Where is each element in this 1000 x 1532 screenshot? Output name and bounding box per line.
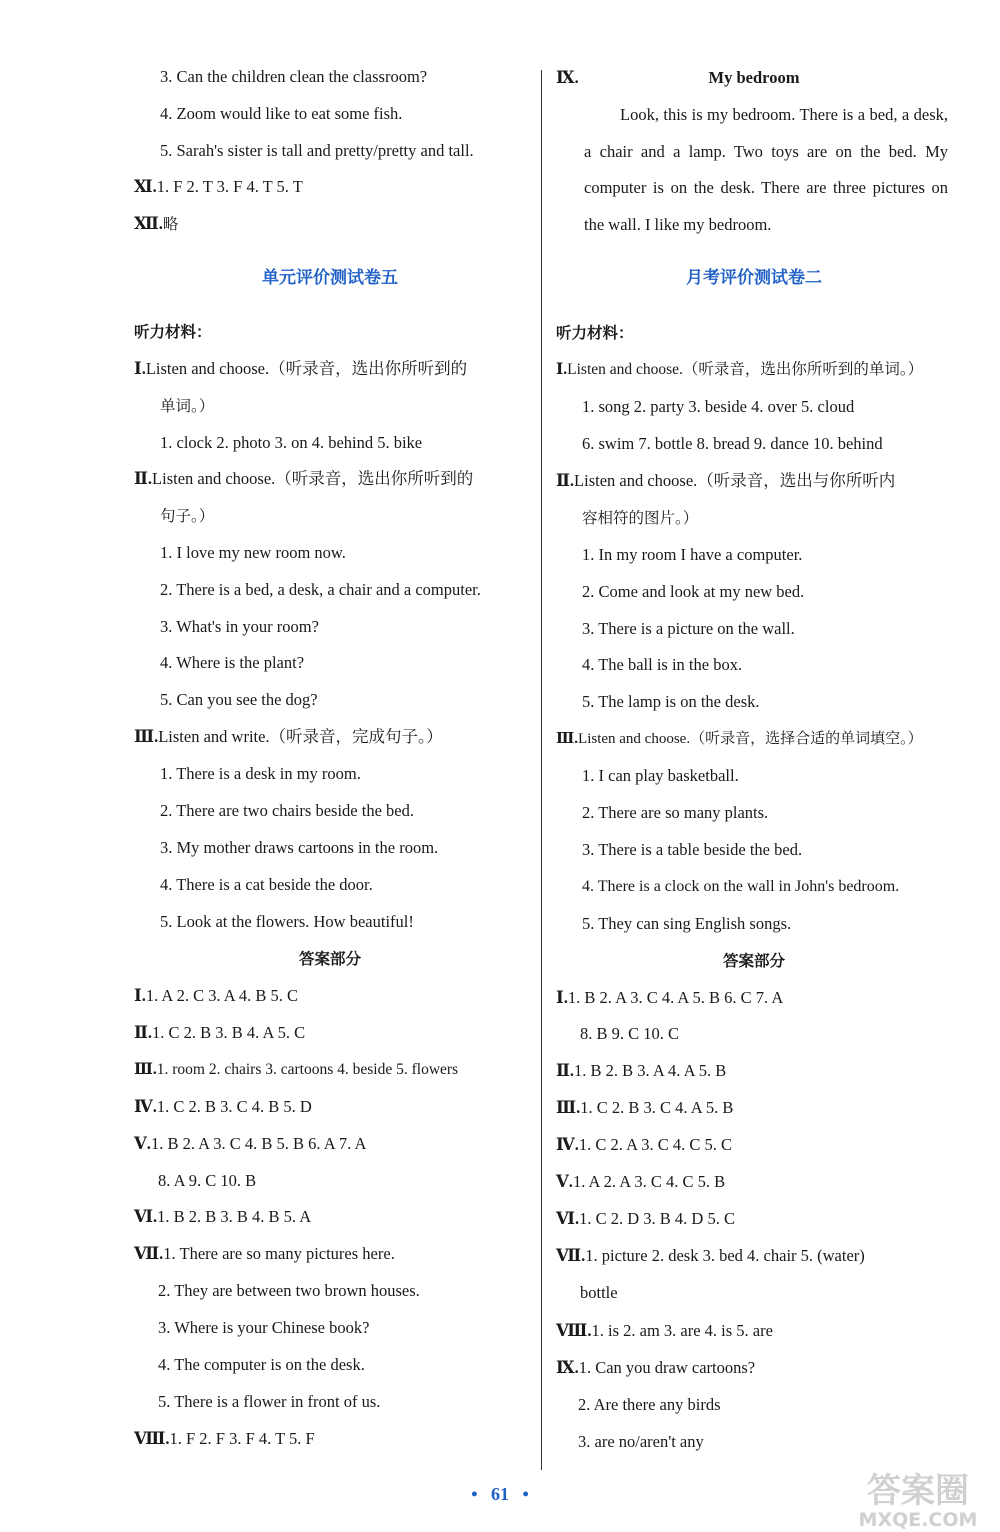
answer-line: Ⅱ.1. B 2. B 3. A 4. A 5. B	[556, 1061, 727, 1080]
answer-line: Ⅶ.1. There are so many pictures here.	[134, 1244, 395, 1263]
answer-line: Ⅵ.1. B 2. B 3. B 4. B 5. A	[134, 1207, 312, 1226]
section-heading: 单元评价测试卷五	[262, 268, 398, 288]
listening-label: 听力材料：	[134, 323, 212, 341]
watermark-line2: MXQE.COM	[858, 1509, 978, 1530]
listening-line: 2. There are so many plants.	[582, 803, 769, 822]
listening-line: 单词。）	[160, 397, 215, 415]
listening-line: Ⅲ.Listen and write.（听录音，完成句子。）	[134, 727, 443, 746]
left-top-line: Ⅺ.1. F 2. T 3. F 4. T 5. T	[134, 177, 303, 196]
answer-line: bottle	[580, 1283, 618, 1302]
answer-label: 答案部分	[298, 950, 361, 968]
listening-line: 2. Come and look at my new bed.	[582, 582, 805, 601]
listening-line: 4. There is a clock on the wall in John's bedroom.	[582, 878, 900, 895]
answer-line: Ⅳ.1. C 2. B 3. C 4. B 5. D	[134, 1097, 312, 1116]
answer-line: Ⅷ.1. is 2. am 3. are 4. is 5. are	[556, 1321, 773, 1340]
listening-line: 1. I love my new room now.	[160, 543, 346, 562]
listening-line: 1. song 2. party 3. beside 4. over 5. cloud	[582, 397, 855, 416]
left-top-line: 3. Can the children clean the classroom?	[160, 67, 428, 86]
left-top-line: 4. Zoom would like to eat some fish.	[160, 104, 403, 123]
listening-line: 1. There is a desk in my room.	[160, 764, 361, 783]
watermark-line1: 答案圈	[867, 1471, 969, 1511]
listening-line: Ⅱ.Listen and choose.（听录音，选出与你所听内	[556, 471, 896, 490]
listening-line: 3. There is a table beside the bed.	[582, 840, 803, 859]
answer-line: 4. The computer is on the desk.	[158, 1355, 365, 1374]
answer-line: Ⅴ.1. B 2. A 3. C 4. B 5. B 6. A 7. A	[134, 1134, 367, 1153]
listening-line: Ⅲ.Listen and choose.（听录音，选择合适的单词填空。）	[556, 731, 923, 747]
answer-line: Ⅰ.1. A 2. C 3. A 4. B 5. C	[134, 986, 299, 1005]
listening-line: 4. The ball is in the box.	[582, 655, 743, 674]
left-top-line: Ⅻ.略	[134, 214, 179, 233]
listening-line: 5. Can you see the dog?	[160, 690, 318, 709]
listening-line: 3. What's in your room?	[160, 617, 319, 636]
answer-line: Ⅷ.1. F 2. F 3. F 4. T 5. F	[134, 1429, 315, 1448]
listening-line: 容相符的图片。）	[582, 509, 699, 527]
section-mark: Ⅸ.	[556, 68, 579, 87]
passage-title: My bedroom	[708, 68, 800, 87]
answer-label: 答案部分	[722, 952, 785, 970]
section-heading: 月考评价测试卷二	[686, 268, 822, 288]
listening-line: 5. Look at the flowers. How beautiful!	[160, 912, 414, 931]
passage-text: Look, this is my bedroom. There is a bed, a desk, a chair and a lamp. Two toys are on the bed. My computer is on the desk. There are three pictures on the wall. I like my bedroom.	[584, 105, 948, 234]
listening-line: 3. There is a picture on the wall.	[582, 619, 795, 638]
answer-line: Ⅲ.1. room 2. chairs 3. cartoons 4. beside 5. flowers	[134, 1061, 459, 1078]
answer-line: 5. There is a flower in front of us.	[158, 1392, 381, 1411]
answer-line: 8. B 9. C 10. C	[580, 1024, 680, 1043]
answer-line: 2. They are between two brown houses.	[158, 1281, 420, 1300]
listening-line: 1. I can play basketball.	[582, 766, 739, 785]
answer-line: Ⅶ.1. picture 2. desk 3. bed 4. chair 5. (water)	[556, 1246, 865, 1265]
answer-line: 2. Are there any birds	[578, 1395, 721, 1414]
left-top-line: 5. Sarah's sister is tall and pretty/pretty and tall.	[160, 141, 474, 160]
listening-line: 5. The lamp is on the desk.	[582, 692, 760, 711]
listening-line: 4. Where is the plant?	[160, 653, 305, 672]
answer-line: 8. A 9. C 10. B	[158, 1171, 257, 1190]
listening-line: 2. There is a bed, a desk, a chair and a computer.	[160, 580, 481, 599]
answer-line: 3. Where is your Chinese book?	[158, 1318, 370, 1337]
listening-line: 1. In my room I have a computer.	[582, 545, 803, 564]
listening-line: 6. swim 7. bottle 8. bread 9. dance 10. behind	[582, 434, 883, 453]
column-divider	[541, 70, 542, 1470]
listening-line: 1. clock 2. photo 3. on 4. behind 5. bike	[160, 433, 423, 452]
answer-line: Ⅱ.1. C 2. B 3. B 4. A 5. C	[134, 1023, 306, 1042]
watermark-logo	[843, 1466, 993, 1530]
listening-line: 4. There is a cat beside the door.	[160, 875, 373, 894]
listening-line: 2. There are two chairs beside the bed.	[160, 801, 414, 820]
listening-line: 5. They can sing English songs.	[582, 914, 792, 933]
listening-line: Ⅰ.Listen and choose.（听录音，选出你所听到的单词。）	[556, 361, 924, 378]
page-bullet: •	[522, 1484, 529, 1504]
page-bullet: •	[471, 1484, 478, 1504]
answer-line: Ⅵ.1. C 2. D 3. B 4. D 5. C	[556, 1209, 735, 1228]
listening-line: Ⅰ.Listen and choose.（听录音，选出你所听到的	[134, 359, 468, 378]
listening-line: 3. My mother draws cartoons in the room.	[160, 838, 439, 857]
listening-line: 句子。）	[160, 507, 215, 525]
answer-line: Ⅰ.1. B 2. A 3. C 4. A 5. B 6. C 7. A	[556, 988, 784, 1007]
listening-label: 听力材料：	[556, 324, 634, 342]
page-number-value: 61	[491, 1484, 509, 1504]
answer-line: Ⅸ.1. Can you draw cartoons?	[556, 1358, 756, 1377]
answer-line: 3. are no/aren't any	[578, 1432, 704, 1451]
listening-line: Ⅱ.Listen and choose.（听录音，选出你所听到的	[134, 469, 474, 488]
answer-line: Ⅳ.1. C 2. A 3. C 4. C 5. C	[556, 1135, 732, 1154]
answer-line: Ⅴ.1. A 2. A 3. C 4. C 5. B	[556, 1172, 726, 1191]
answer-line: Ⅲ.1. C 2. B 3. C 4. A 5. B	[556, 1098, 734, 1117]
